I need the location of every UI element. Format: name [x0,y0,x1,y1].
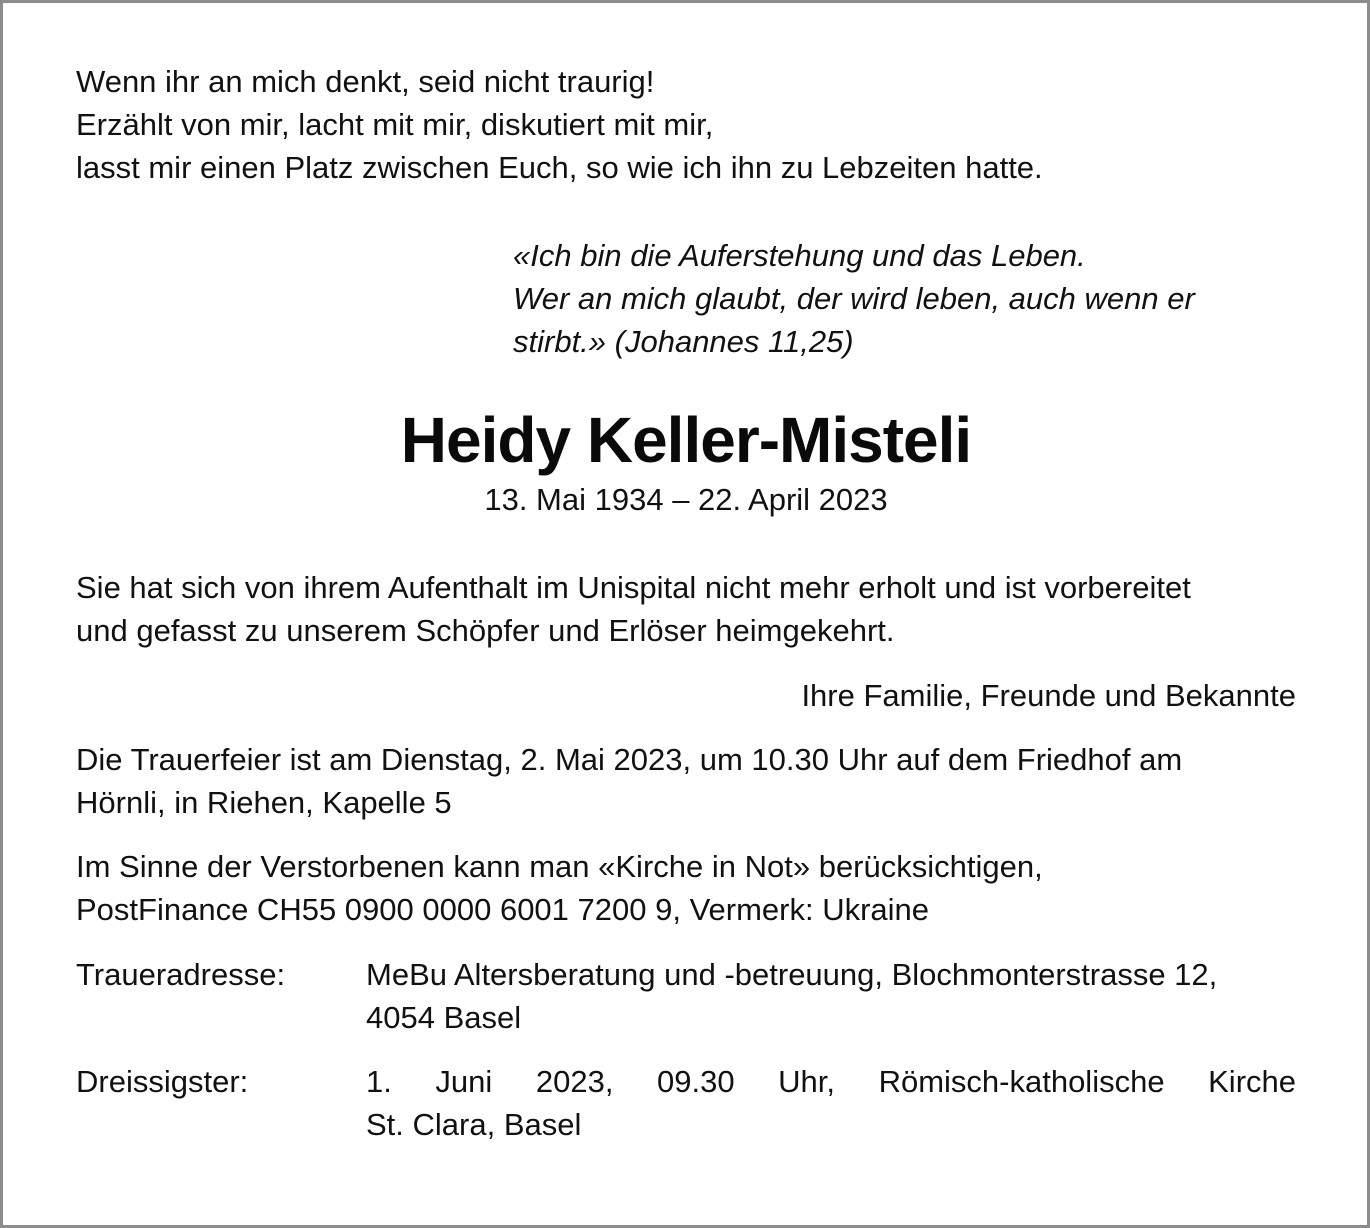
poem-line: lasst mir einen Platz zwischen Euch, so wie ich ihn zu Lebzeiten hatte. [76,150,1043,185]
donation-line: PostFinance CH55 0900 0000 6001 7200 9, Vermerk: Ukraine [76,892,930,927]
bible-quote-line: Wer an mich glaubt, der wird leben, auch wenn er [513,281,1195,316]
mourning-address-label: Traueradresse: [76,957,286,992]
thirtieth-day-value [366,1060,1296,1146]
mourning-address-line: MeBu Altersberatung und -betreuung, Blochmonterstrasse 12, [366,957,1218,992]
message-line: und gefasst zu unserem Schöpfer und Erlöser heimgekehrt. [76,613,895,648]
mourning-address-line: 4054 Basel [366,1000,522,1035]
deceased-name: Heidy Keller-Misteli [400,404,972,476]
message-line: Sie hat sich von ihrem Aufenthalt im Unispital nicht mehr erholt und ist vorbereitet [76,570,1191,605]
poem-line: Wenn ihr an mich denkt, seid nicht traurig! [76,64,655,99]
poem [76,60,1296,189]
donation-paragraph [76,845,1296,931]
donation-line: Im Sinne der Verstorbenen kann man «Kirche in Not» berücksichtigen, [76,849,1043,884]
signature: Ihre Familie, Freunde und Bekannte [801,678,1296,713]
mourning-address-row [76,953,1296,1039]
notice-content [76,60,1296,1146]
message-paragraph [76,566,1296,652]
ceremony-line: Die Trauerfeier ist am Dienstag, 2. Mai 2023, um 10.30 Uhr auf dem Friedhof am [76,742,1183,777]
mourning-address-value [366,953,1296,1039]
poem-line: Erzählt von mir, lacht mit mir, diskutiert mit mir, [76,107,714,142]
life-dates: 13. Mai 1934 – 22. April 2023 [484,482,888,517]
thirtieth-day-line: St. Clara, Basel [366,1107,582,1142]
thirtieth-day-label: Dreissigster: [76,1064,249,1099]
ceremony-line: Hörnli, in Riehen, Kapelle 5 [76,785,452,820]
bible-quote [513,234,1296,363]
ceremony-paragraph [76,738,1296,824]
thirtieth-day-row [76,1060,1296,1146]
bible-quote-line: «Ich bin die Auferstehung und das Leben. [513,238,1086,273]
bible-quote-line: stirbt.» (Johannes 11,25) [513,324,854,359]
thirtieth-day-line: 1. Juni 2023, 09.30 Uhr, Römisch-katholische Kirche [366,1064,1296,1099]
